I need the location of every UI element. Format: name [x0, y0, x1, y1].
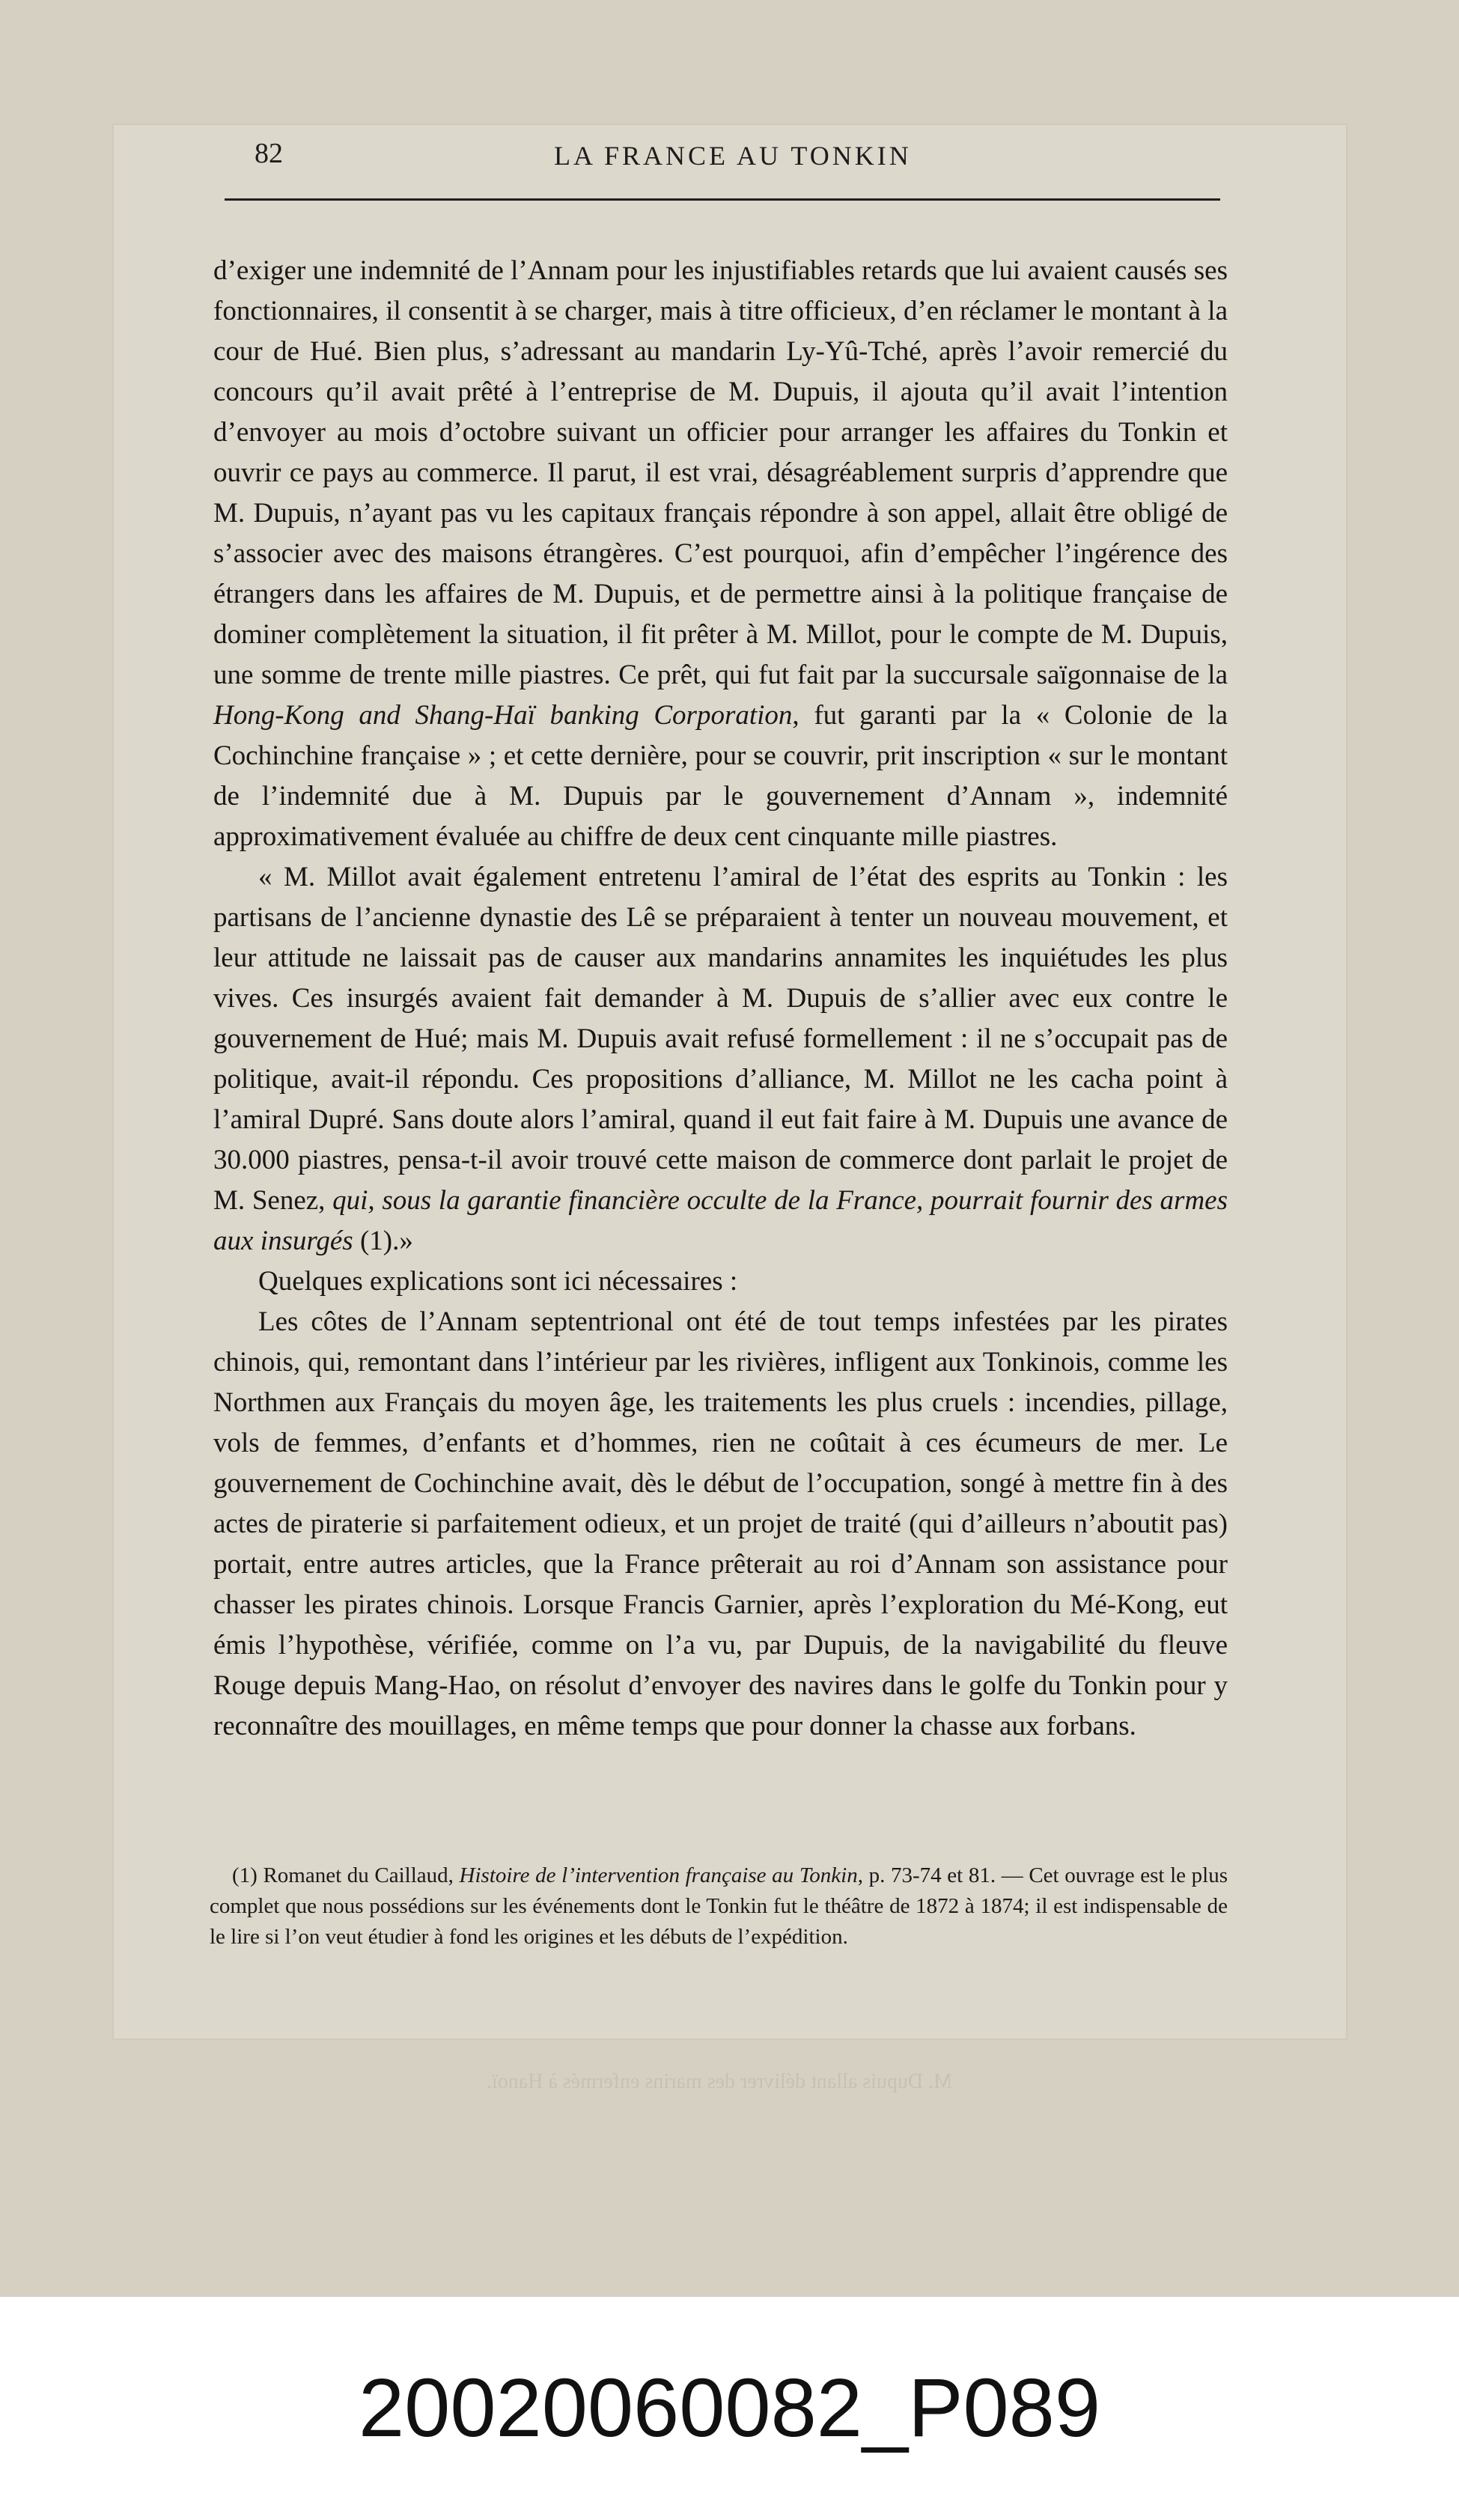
- footnote: [210, 1860, 1228, 1953]
- paragraph-4: Les côtes de l’Annam septentrional ont été de tout temps infestées par les pirates chinois, qui, remontant dans l’intérieur par les rivières, infligent aux Tonkinois, comme les Northmen aux Français du moyen âge, les traitements les plus cruels : incendies, pillage, vols de femmes, d’enfants et d’hommes, rien ne coûtait à ces écumeurs de mer. Le gouvernement de Cochinchine avait, dès le début de l’occupation, songé à mettre fin à des actes de piraterie si parfaitement odieux, et un projet de traité (qui d’ailleurs n’aboutit pas) portait, entre autres articles, que la France prêterait au roi d’Annam son assistance pour chasser les pirates chinois. Lorsque Francis Garnier, après l’exploration du Mé-Kong, eut émis l’hypothèse, vérifiée, comme on l’a vu, par Dupuis, de la navigabilité du fleuve Rouge depuis Mang-Hao, on résolut d’envoyer des navires dans le golfe du Tonkin pour y reconnaître des mouillages, en même temps que pour donner la chasse aux forbans.: [213, 1306, 1228, 1741]
- italic-bank-name: Hong-Kong and Shang-Haï banking Corporation: [213, 700, 793, 731]
- paragraph-2: « M. Millot avait également entretenu l’amiral de l’état des esprits au Tonkin : les partisans de l’ancienne dynastie des Lê se préparaient à tenter un nouveau mouvement, et leur attitude ne laissait pas de causer aux mandarins annamites les inquiétudes les plus vives. Ces insurgés avaient fait demander à M. Dupuis de s’allier avec eux contre le gouvernement de Hué; mais M. Dupuis avait refusé formellement : il ne s’occupait pas de politique, avait-il répondu. Ces propositions d’alliance, M. Millot ne les cacha point à l’amiral Dupré. Sans doute alors l’amiral, quand il eut fait faire à M. Dupuis une avance de 30.000 piastres, pensa-t-il avoir trouvé cette maison de commerce dont parlait le projet de M. Senez, qui, sous la garantie financière occulte de la France, pourrait fournir des armes aux insurgés (1).»: [213, 862, 1228, 1256]
- italic-quote: qui, sous la garantie financière occulte de la France, pourrait fournir des armes aux insurgés: [213, 1185, 1228, 1256]
- paragraph-1: d’exiger une indemnité de l’Annam pour les injustifiables retards que lui avaient causés ses fonctionnaires, il consentit à se charger, mais à titre officieux, d’en réclamer le montant à la cour de Hué. Bien plus, s’adressant au mandarin Ly-Yû-Tché, après l’avoir remercié du concours qu’il avait prêté à l’entreprise de M. Dupuis, il ajouta qu’il avait l’intention d’envoyer au mois d’octobre suivant un officier pour arranger les affaires du Tonkin et ouvrir ce pays au commerce. Il parut, il est vrai, désagréablement surpris d’apprendre que M. Dupuis, n’ayant pas vu les capitaux français répondre à son appel, allait être obligé de s’associer avec des maisons étrangères. C’est pourquoi, afin d’empêcher l’ingérence des étrangers dans les affaires de M. Dupuis, et de permettre ainsi à la politique française de dominer complètement la situation, il fit prêter à M. Millot, pour le compte de M. Dupuis, une somme de trente mille piastres. Ce prêt, qui fut fait par la succursale saïgonnaise de la Hong-Kong and Shang-Haï banking Corporation, fut garanti par la « Colonie de la Cochinchine française » ; et cette dernière, pour se couvrir, prit inscription « sur le montant de l’indemnité due à M. Dupuis par le gouvernement d’Annam », indemnité approximativement évaluée au chiffre de deux cent cinquante mille piastres.: [213, 255, 1228, 852]
- footnote-1: (1) Romanet du Caillaud, Histoire de l’intervention française au Tonkin, p. 73-74 et 81. — Cet ouvrage est le plus complet que nous possédions sur les événements dont le Tonkin fut le théâtre de 1872 à 1874; il est indispensable de le lire si l’on veut étudier à fond les origines et les débuts de l’expédition.: [210, 1863, 1228, 1949]
- page-number: 82: [255, 138, 283, 169]
- show-through-caption: M. Dupuis allant délivrer des marins enfermés à Hanoï.: [487, 2070, 953, 2093]
- body-text: [213, 251, 1228, 1747]
- caption-bar: [0, 2297, 1459, 2520]
- running-title: LA FRANCE AU TONKIN: [554, 141, 912, 171]
- footnote-book-title: Histoire de l’intervention française au Tonkin: [459, 1863, 858, 1887]
- header-rule: [225, 198, 1220, 201]
- book-page: [112, 124, 1347, 2093]
- paragraph-3: Quelques explications sont ici nécessaires :: [258, 1266, 738, 1297]
- page-header: [255, 124, 1220, 189]
- image-id-caption: 20020060082_P089: [358, 2362, 1101, 2454]
